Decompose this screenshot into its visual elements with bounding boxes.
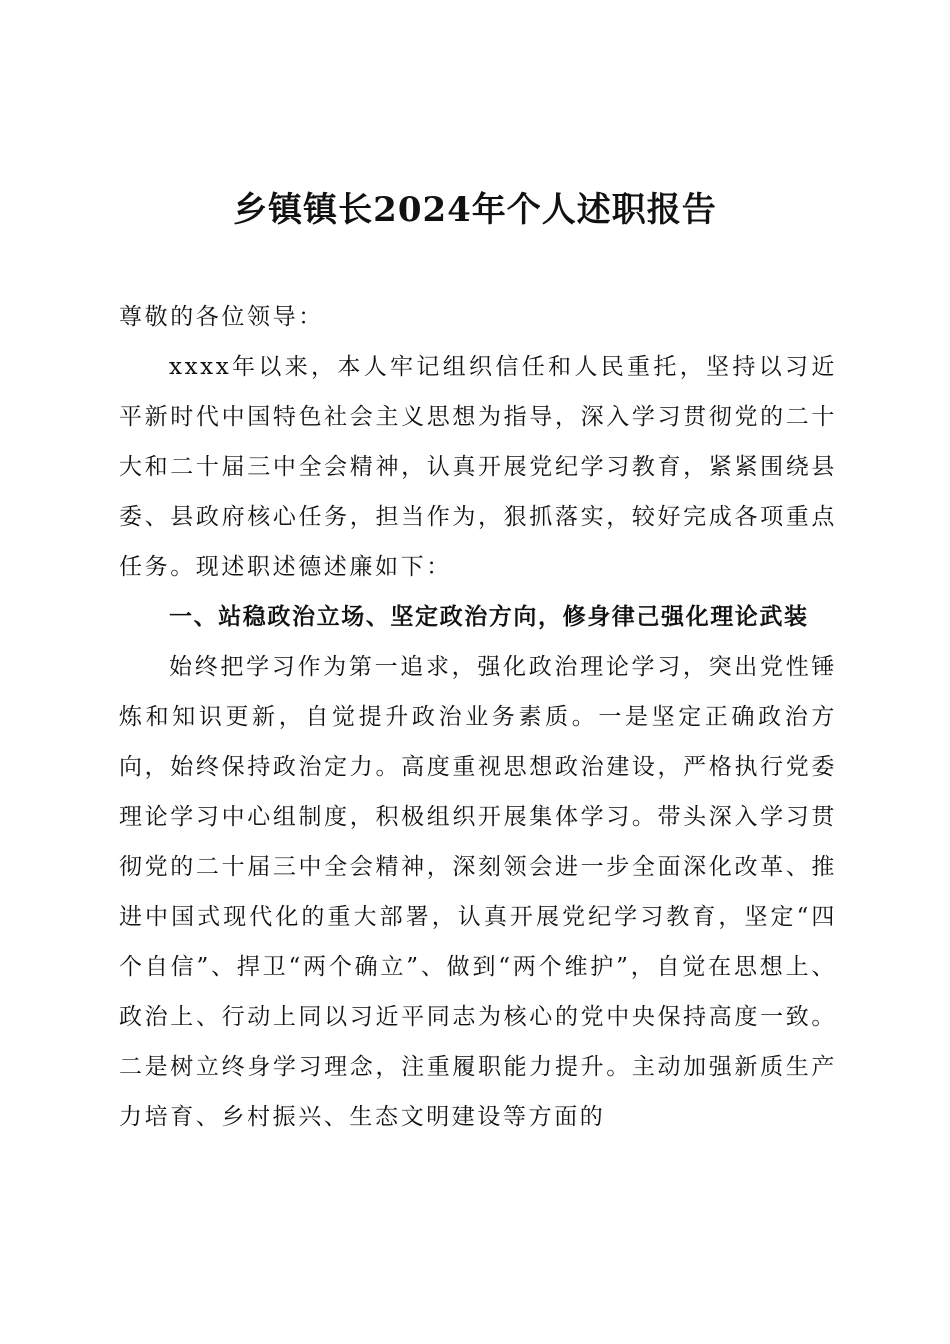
- intro-paragraph: xxxx年以来，本人牢记组织信任和人民重托，坚持以习近平新时代中国特色社会主义思想为指导，深入学习贯彻党的二十大和二十届三中全会精神，认真开展党纪学习教育，紧紧围绕县委、县政府核心任务，担当作为，狠抓落实，较好完成各项重点任务。现述职述德述廉如下：: [119, 354, 837, 580]
- document-body: [119, 292, 837, 1142]
- section-heading: 一、站稳政治立场、坚定政治方向，修身律己强化理论武装: [169, 604, 809, 630]
- document-title: 乡镇镇长2024年个人述职报告: [233, 190, 717, 230]
- salutation: 尊敬的各位领导：: [119, 304, 324, 330]
- section-paragraph: 始终把学习作为第一追求，强化政治理论学习，突出党性锤炼和知识更新，自觉提升政治业务素质。一是坚定正确政治方向，始终保持政治定力。高度重视思想政治建设，严格执行党委理论学习中心组制度，积极组织开展集体学习。带头深入学习贯彻党的二十届三中全会精神，深刻领会进一步全面深化改革、推进中国式现代化的重大部署，认真开展党纪学习教育，坚定“四个自信”、捍卫“两个确立”、做到“两个维护”，自觉在思想上、政治上、行动上同以习近平同志为核心的党中央保持高度一致。二是树立终身学习理念，注重履职能力提升。主动加强新质生产力培育、乡村振兴、生态文明建设等方面的: [119, 654, 837, 1130]
